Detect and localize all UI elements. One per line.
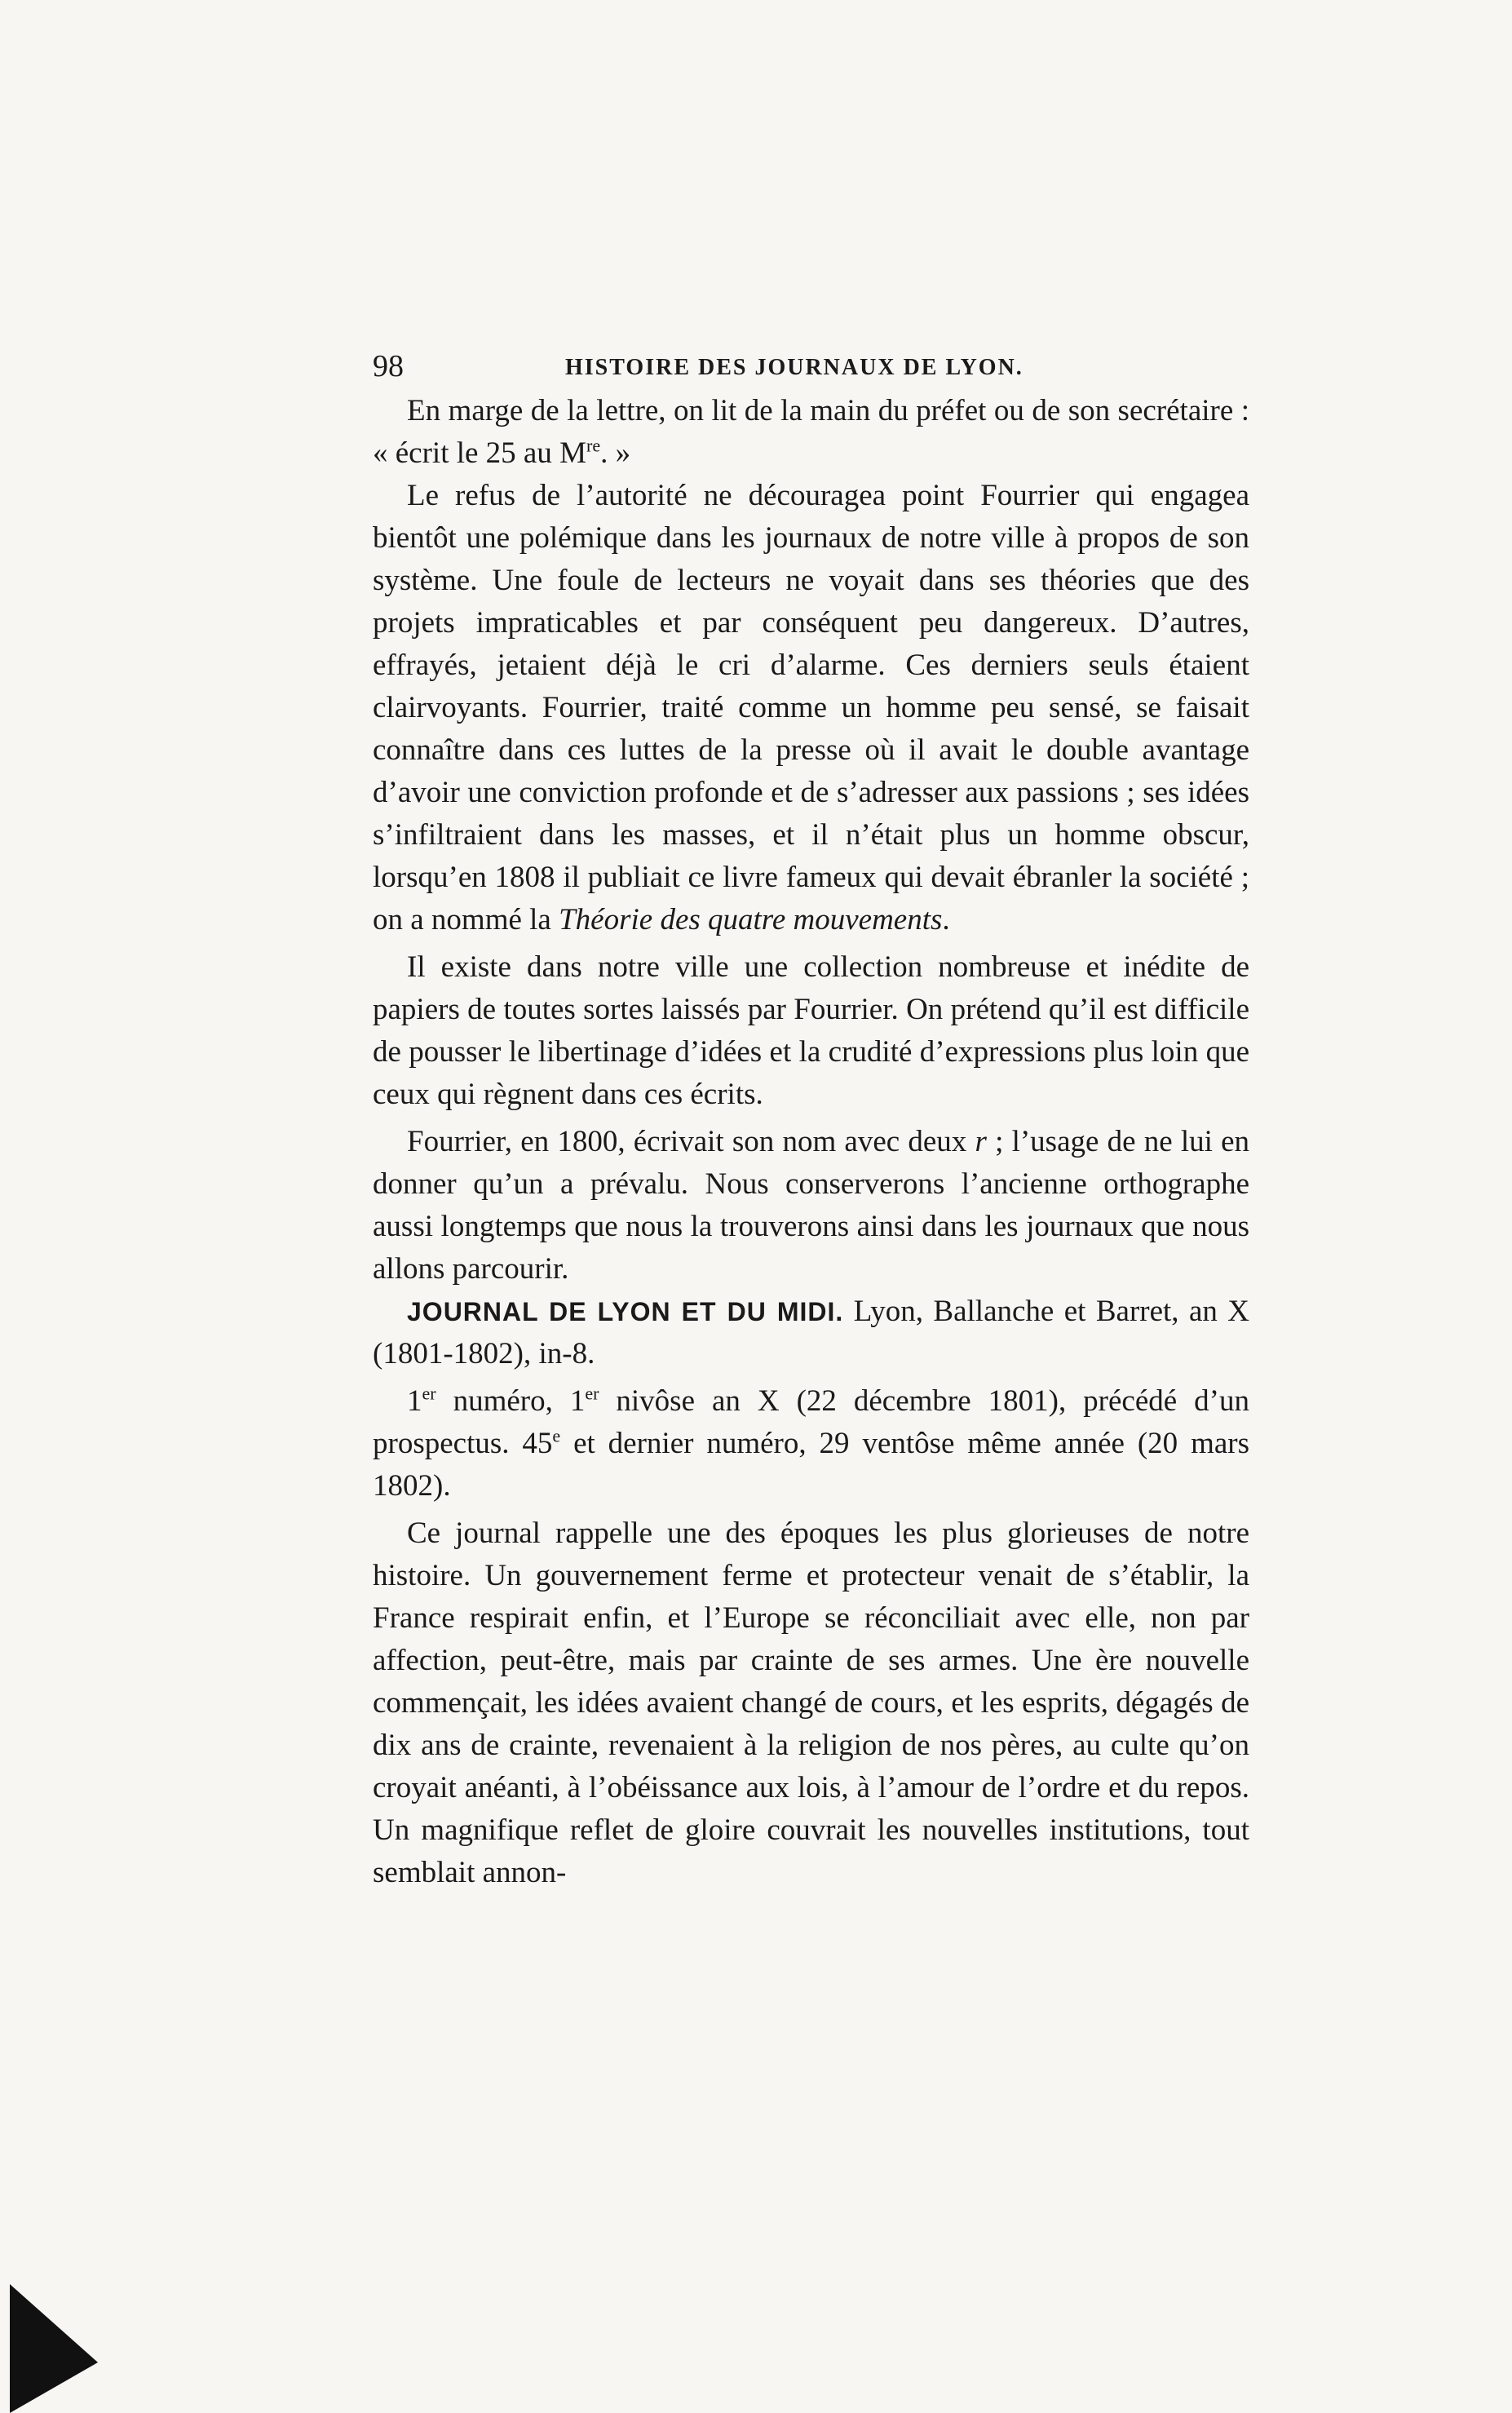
running-title: HISTOIRE DES JOURNAUX DE LYON. xyxy=(565,355,1023,380)
paragraph-journal-entry: JOURNAL DE LYON ET DU MIDI. Lyon, Ballanche et Barret, an X (1801-1802), in-8. xyxy=(373,1295,1249,1370)
paragraph-2: Le refus de l’autorité ne découragea point Fourrier qui engagea bientôt une polémique dans les journaux de notre ville à propos de son système. Une foule de lecteurs ne voyait dans ses théories que des projets impraticables et par conséquent peu dangereux. D’autres, effrayés, jetaient déjà le cri d’alarme. Ces derniers seuls étaient clairvoyants. Fourrier, traité comme un homme peu sensé, se faisait connaître dans ces luttes de la presse où il avait le double avantage d’avoir une conviction profonde et de s’adresser aux passions ; ses idées s’infiltraient dans les masses, et il n’était plus un homme obscur, lorsqu’en 1808 il publiait ce livre fameux qui devait ébranler la société ; on a nommé la Théorie des quatre mouvements. xyxy=(373,479,1249,936)
paragraph-6: 1er numéro, 1er nivôse an X (22 décembre 1801), précédé d’un prospectus. 45e et dernier numéro, 29 ventôse même année (20 mars 1802). xyxy=(373,1383,1249,1503)
journal-title: JOURNAL DE LYON ET DU MIDI. xyxy=(407,1297,844,1326)
paragraph-1: En marge de la lettre, on lit de la main du préfet ou de son secrétaire : « écrit le 25 au Mre. » xyxy=(373,394,1249,470)
paragraph-7: Ce journal rappelle une des époques les plus glorieuses de notre histoire. Un gouvernement ferme et protecteur venait de s’établir, la France respirait enfin, et l’Europe se réconciliait avec elle, non par affection, peut-être, mais par crainte de ses armes. Une ère nouvelle commençait, les idées avaient changé de cours, et les esprits, dégagés de dix ans de crainte, revenaient à la religion de nos pères, au culte qu’on croyait anéanti, à l’obéissance aux lois, à l’amour de l’ordre et du repos. Un magnifique reflet de gloire couvrait les nouvelles institutions, tout semblait annon- xyxy=(373,1516,1249,1889)
page-corner-arrow-icon xyxy=(0,2284,98,2413)
book-title-italic: Théorie des quatre mouvements xyxy=(559,903,943,936)
paragraph-4: Fourrier, en 1800, écrivait son nom avec deux r ; l’usage de ne lui en donner qu’un a prévalu. Nous conserverons l’ancienne orthographe aussi longtemps que nous la trouverons ainsi dans les journaux que nous allons parcourir. xyxy=(373,1125,1249,1286)
paragraph-3: Il existe dans notre ville une collection nombreuse et inédite de papiers de toutes sortes laissés par Fourrier. On prétend qu’il est difficile de pousser le libertinage d’idées et la crudité d’expressions plus loin que ceux qui règnent dans ces écrits. xyxy=(373,950,1249,1111)
page-number: 98 xyxy=(373,349,404,383)
page-header xyxy=(373,346,1249,387)
body-text xyxy=(373,390,1249,1894)
